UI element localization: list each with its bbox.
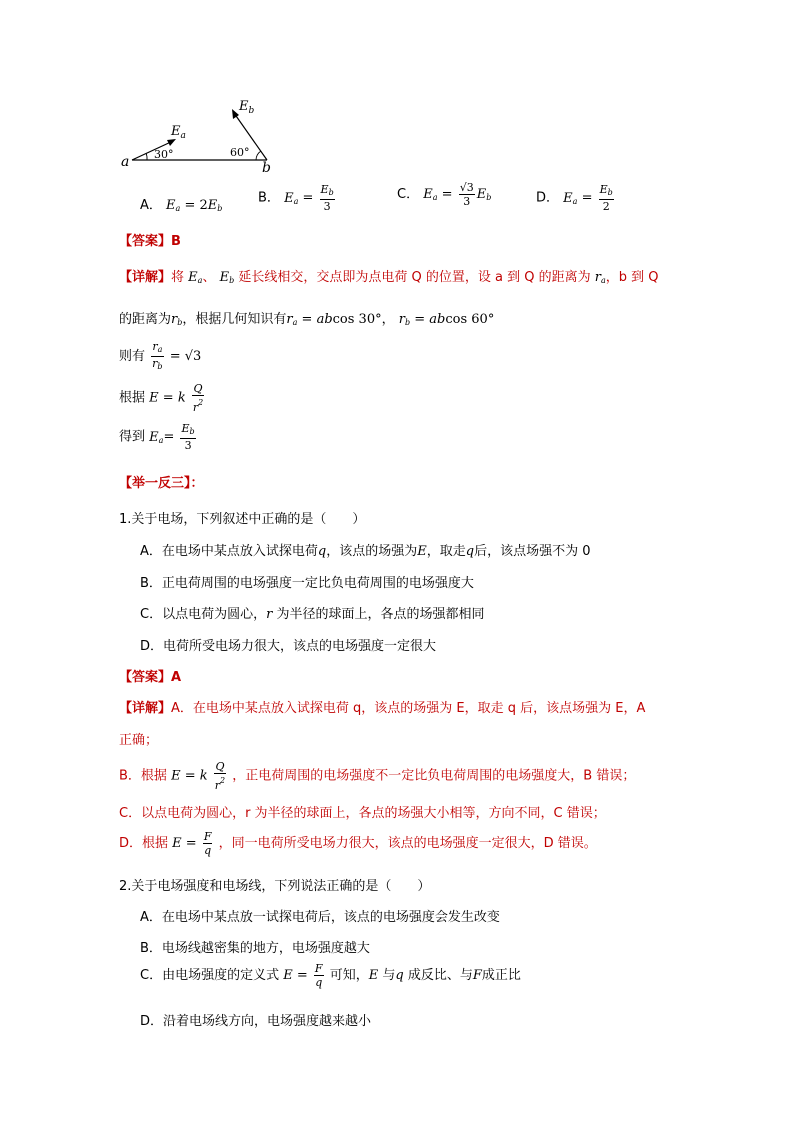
p1-detail-line1: 【详解】A．在电场中某点放入试探电荷 q，该点的场强为 E，取走 q 后，该点场强为 E，A [119, 701, 646, 716]
p1-detail-line1b: 正确； [119, 733, 159, 748]
point-b-label: b [262, 160, 271, 176]
vector-Eb-arrowhead [232, 109, 239, 119]
angle-arc-a [146, 153, 147, 160]
option-d: D． $E_a$ = $\frac{E_b}{2}$ [536, 183, 613, 213]
angle-arc-b [256, 151, 261, 160]
p1-option-b: B．正电荷周围的电场强度一定比负电荷周围的电场强度大 [140, 576, 474, 591]
p1-detail-line4: D．根据 E = $\frac{F}{q}$ ，同一电荷所受电场力很大，该点的电场强度一定很大，D 错误。 [119, 830, 597, 857]
section-title: 【举一反三】： [119, 476, 204, 491]
option-c: C． $E_a$ = $\frac{√3}{3}$ $E_b$ [397, 181, 492, 208]
option-b: B． $E_a$ = $\frac{E_b}{3}$ [258, 183, 334, 213]
angle-a-label: 30° [154, 148, 174, 161]
p1-detail-line2: B．根据 E = k $\frac{Q}{r^2}$ ，正电荷周围的电场强度不一定比负电荷周围的电场强度大，B 错误； [119, 760, 636, 792]
p1-option-a: A．在电场中某点放入试探电荷q，该点的场强为E，取走q后，该点场强不为 0 [140, 544, 591, 559]
p1-answer: 【答案】A [119, 670, 182, 685]
point-a-label: a [121, 154, 130, 170]
p2-option-d: D．沿着电场线方向，电场强度越来越小 [140, 1014, 372, 1029]
field-diagram [115, 98, 285, 178]
q0-step-ratio: 则有 $\frac{r_a}{r_b}$ = √3 [119, 340, 202, 371]
Eb-label: $E_b$ [239, 99, 255, 116]
q0-step-result: 得到 $E_a=$ $\frac{E_b}{3}$ [119, 422, 195, 452]
p1-stem: 1.关于电场，下列叙述中正确的是（ ） [119, 512, 366, 527]
q0-detail-line2: 的距离为$r_b$，根据几何知识有$r_a = abcos$ 30°， $r_b = abcos$ 60° [119, 312, 495, 327]
p2-option-a: A．在电场中某点放一试探电荷后，该点的电场强度会发生改变 [140, 910, 500, 925]
Ea-label: $E_a$ [171, 124, 186, 141]
p2-option-b: B．电场线越密集的地方，电场强度越大 [140, 941, 370, 956]
vector-Ea-arrowhead [167, 139, 176, 146]
q0-detail-line1: 【详解】将 $E_a$、 $E_b$ 延长线相交，交点即为点电荷 Q 的位置，设 a 到 Q 的距离为 $r_a$，b 到 Q [119, 270, 659, 285]
angle-b-label: 60° [230, 146, 250, 159]
p1-option-d: D．电荷所受电场力很大，该点的电场强度一定很大 [140, 639, 437, 654]
p2-stem: 2.关于电场强度和电场线，下列说法正确的是（ ） [119, 879, 431, 894]
p1-option-c: C．以点电荷为圆心，r 为半径的球面上，各点的场强都相同 [140, 607, 485, 622]
p1-detail-line3: C．以点电荷为圆心，r 为半径的球面上，各点的场强大小相等，方向不同，C 错误； [119, 806, 606, 821]
p2-option-c: C．由电场强度的定义式 E = $\frac{F}{q}$ 可知，E 与q 成反比、与F成正比 [140, 962, 521, 989]
option-a: A． $E_a = 2E_b$ [140, 198, 223, 213]
q0-answer: 【答案】B [119, 234, 181, 249]
q0-step-formula: 根据 E = k $\frac{Q}{r^2}$ [119, 382, 204, 414]
